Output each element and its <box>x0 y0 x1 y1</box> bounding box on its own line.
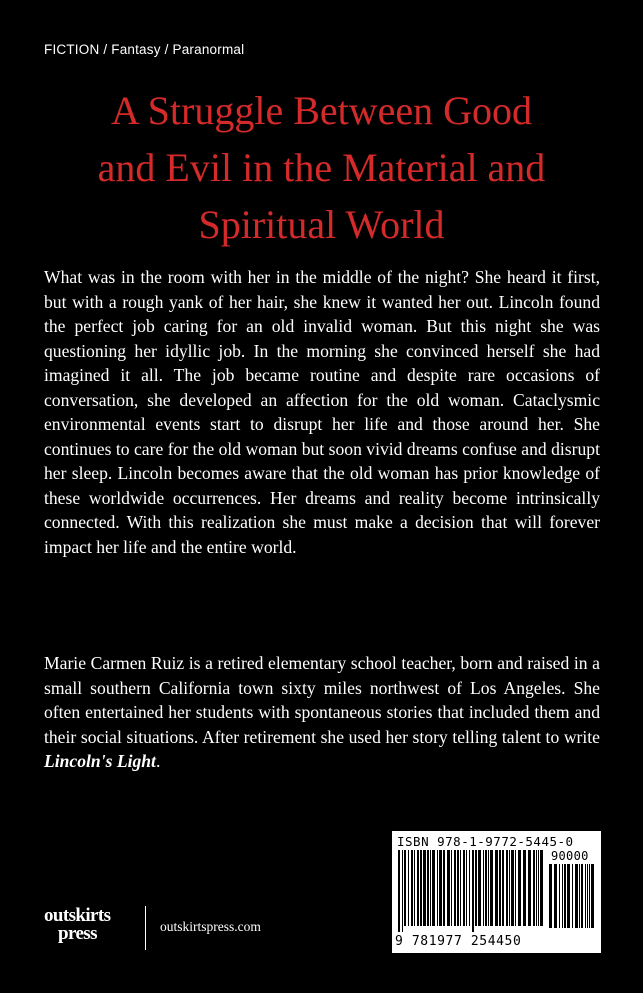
barcode-bar <box>579 864 580 928</box>
barcode-bar <box>515 850 516 926</box>
barcode-bar <box>423 850 426 926</box>
headline-line: Spiritual World <box>198 202 445 247</box>
barcode-bar <box>495 850 498 926</box>
author-bio-text: Marie Carmen Ruiz is a retired elementary school teacher, born and raised in a small southern California town sixty miles northwest of Los Angeles. She often entertained her students with spontaneous stories that included them and their social situations. After retirement she used her story telling talent to write <box>44 653 600 747</box>
barcode-bar <box>564 864 566 928</box>
barcode-bar <box>432 850 435 926</box>
barcode-bar <box>509 850 510 926</box>
barcode-bar <box>457 850 459 926</box>
barcode-bar <box>554 864 557 928</box>
barcode-bar <box>587 864 588 928</box>
barcode-bar <box>454 850 456 926</box>
barcode-bar <box>460 850 461 926</box>
barcode-bar <box>483 850 484 926</box>
book-title: Lincoln's Light <box>44 751 156 771</box>
barcode-bar <box>469 850 470 926</box>
barcode-bar <box>475 850 477 926</box>
barcode-bar <box>562 864 563 928</box>
barcode-bar <box>402 850 403 932</box>
barcode-bar <box>443 850 445 926</box>
barcode-bar <box>528 850 531 926</box>
headline-line: and Evil in the Material and <box>97 145 546 190</box>
book-category: FICTION / Fantasy / Paranormal <box>44 42 245 57</box>
barcode-bar <box>427 850 429 926</box>
barcode-bar <box>417 850 419 926</box>
publisher-url: outskirtspress.com <box>160 919 261 934</box>
barcode-bar <box>430 850 431 926</box>
headline-line: A Struggle Between Good <box>110 88 533 133</box>
barcode-bar <box>451 850 452 926</box>
barcode-bar <box>466 850 467 926</box>
barcode-bar <box>572 864 573 928</box>
barcode-bars <box>398 850 544 932</box>
book-blurb: What was in the room with her in the middle of the night? She heard it first, but with a rough yank of her hair, she knew it wanted her out. Lincoln found the perfect job caring for an old invalid woman. But this night she was questioning her idyllic job. In the morning she convinced herself she had imagined it all. The job became routine and despite rare occasions of conversation, she developed an affection for the old woman. Cataclysmic environmental events start to disrupt her life and those around her. She continues to care for the old woman but soon vivid dreams confuse and disrupt her sleep. Lincoln becomes aware that the old woman has prior knowledge of these worldwide occurrences. Her dreams and reality become intrinsically connected. With this realization she must make a decision that will forever impact her life and the entire world. <box>44 267 600 557</box>
logo-divider <box>145 906 146 950</box>
logo-line1: outskirts <box>44 905 111 926</box>
bio-end: . <box>155 751 161 771</box>
barcode-bar <box>506 850 508 926</box>
barcode-bar <box>439 850 442 926</box>
barcode-bar <box>472 850 474 932</box>
barcode-bar <box>585 864 586 928</box>
barcode-bar <box>518 850 521 926</box>
barcode-bar <box>540 850 543 926</box>
barcode-bar <box>463 850 465 926</box>
barcode-bar <box>404 850 406 926</box>
barcode-bar <box>523 850 526 926</box>
barcode-bar <box>575 864 578 928</box>
barcode-bar <box>398 850 400 932</box>
barcode-bar <box>485 850 487 926</box>
barcode-bar <box>490 850 493 926</box>
author-bio <box>44 651 600 774</box>
price-code: 90000 <box>551 849 589 863</box>
barcode-bar <box>478 850 481 926</box>
barcode-bar <box>533 850 535 926</box>
barcode-bar <box>536 850 537 926</box>
back-cover-headline <box>20 82 623 253</box>
barcode-bar <box>511 850 514 926</box>
publisher-logo <box>44 906 132 950</box>
barcode-bar <box>549 864 552 928</box>
barcode-bar <box>437 850 438 926</box>
barcode-digits: 9 781977 254450 <box>395 934 522 949</box>
barcode-bar <box>408 850 409 926</box>
barcode-bar <box>447 850 450 926</box>
isbn-barcode <box>392 831 601 953</box>
barcode-bar <box>499 850 501 926</box>
barcode-bar <box>567 864 570 928</box>
barcode-bar <box>414 850 415 926</box>
isbn-number: ISBN 978-1-9772-5445-0 <box>397 834 574 849</box>
price-barcode-bars <box>549 864 595 934</box>
barcode-bar <box>589 864 590 928</box>
barcode-bar <box>591 864 594 928</box>
barcode-bar <box>420 850 422 926</box>
barcode-bar <box>581 864 583 928</box>
barcode-bar <box>411 850 413 926</box>
logo-line2: press <box>58 923 97 944</box>
barcode-bar <box>488 850 489 926</box>
barcode-bar <box>559 864 560 928</box>
barcode-bar <box>538 850 539 926</box>
barcode-bar <box>502 850 504 926</box>
